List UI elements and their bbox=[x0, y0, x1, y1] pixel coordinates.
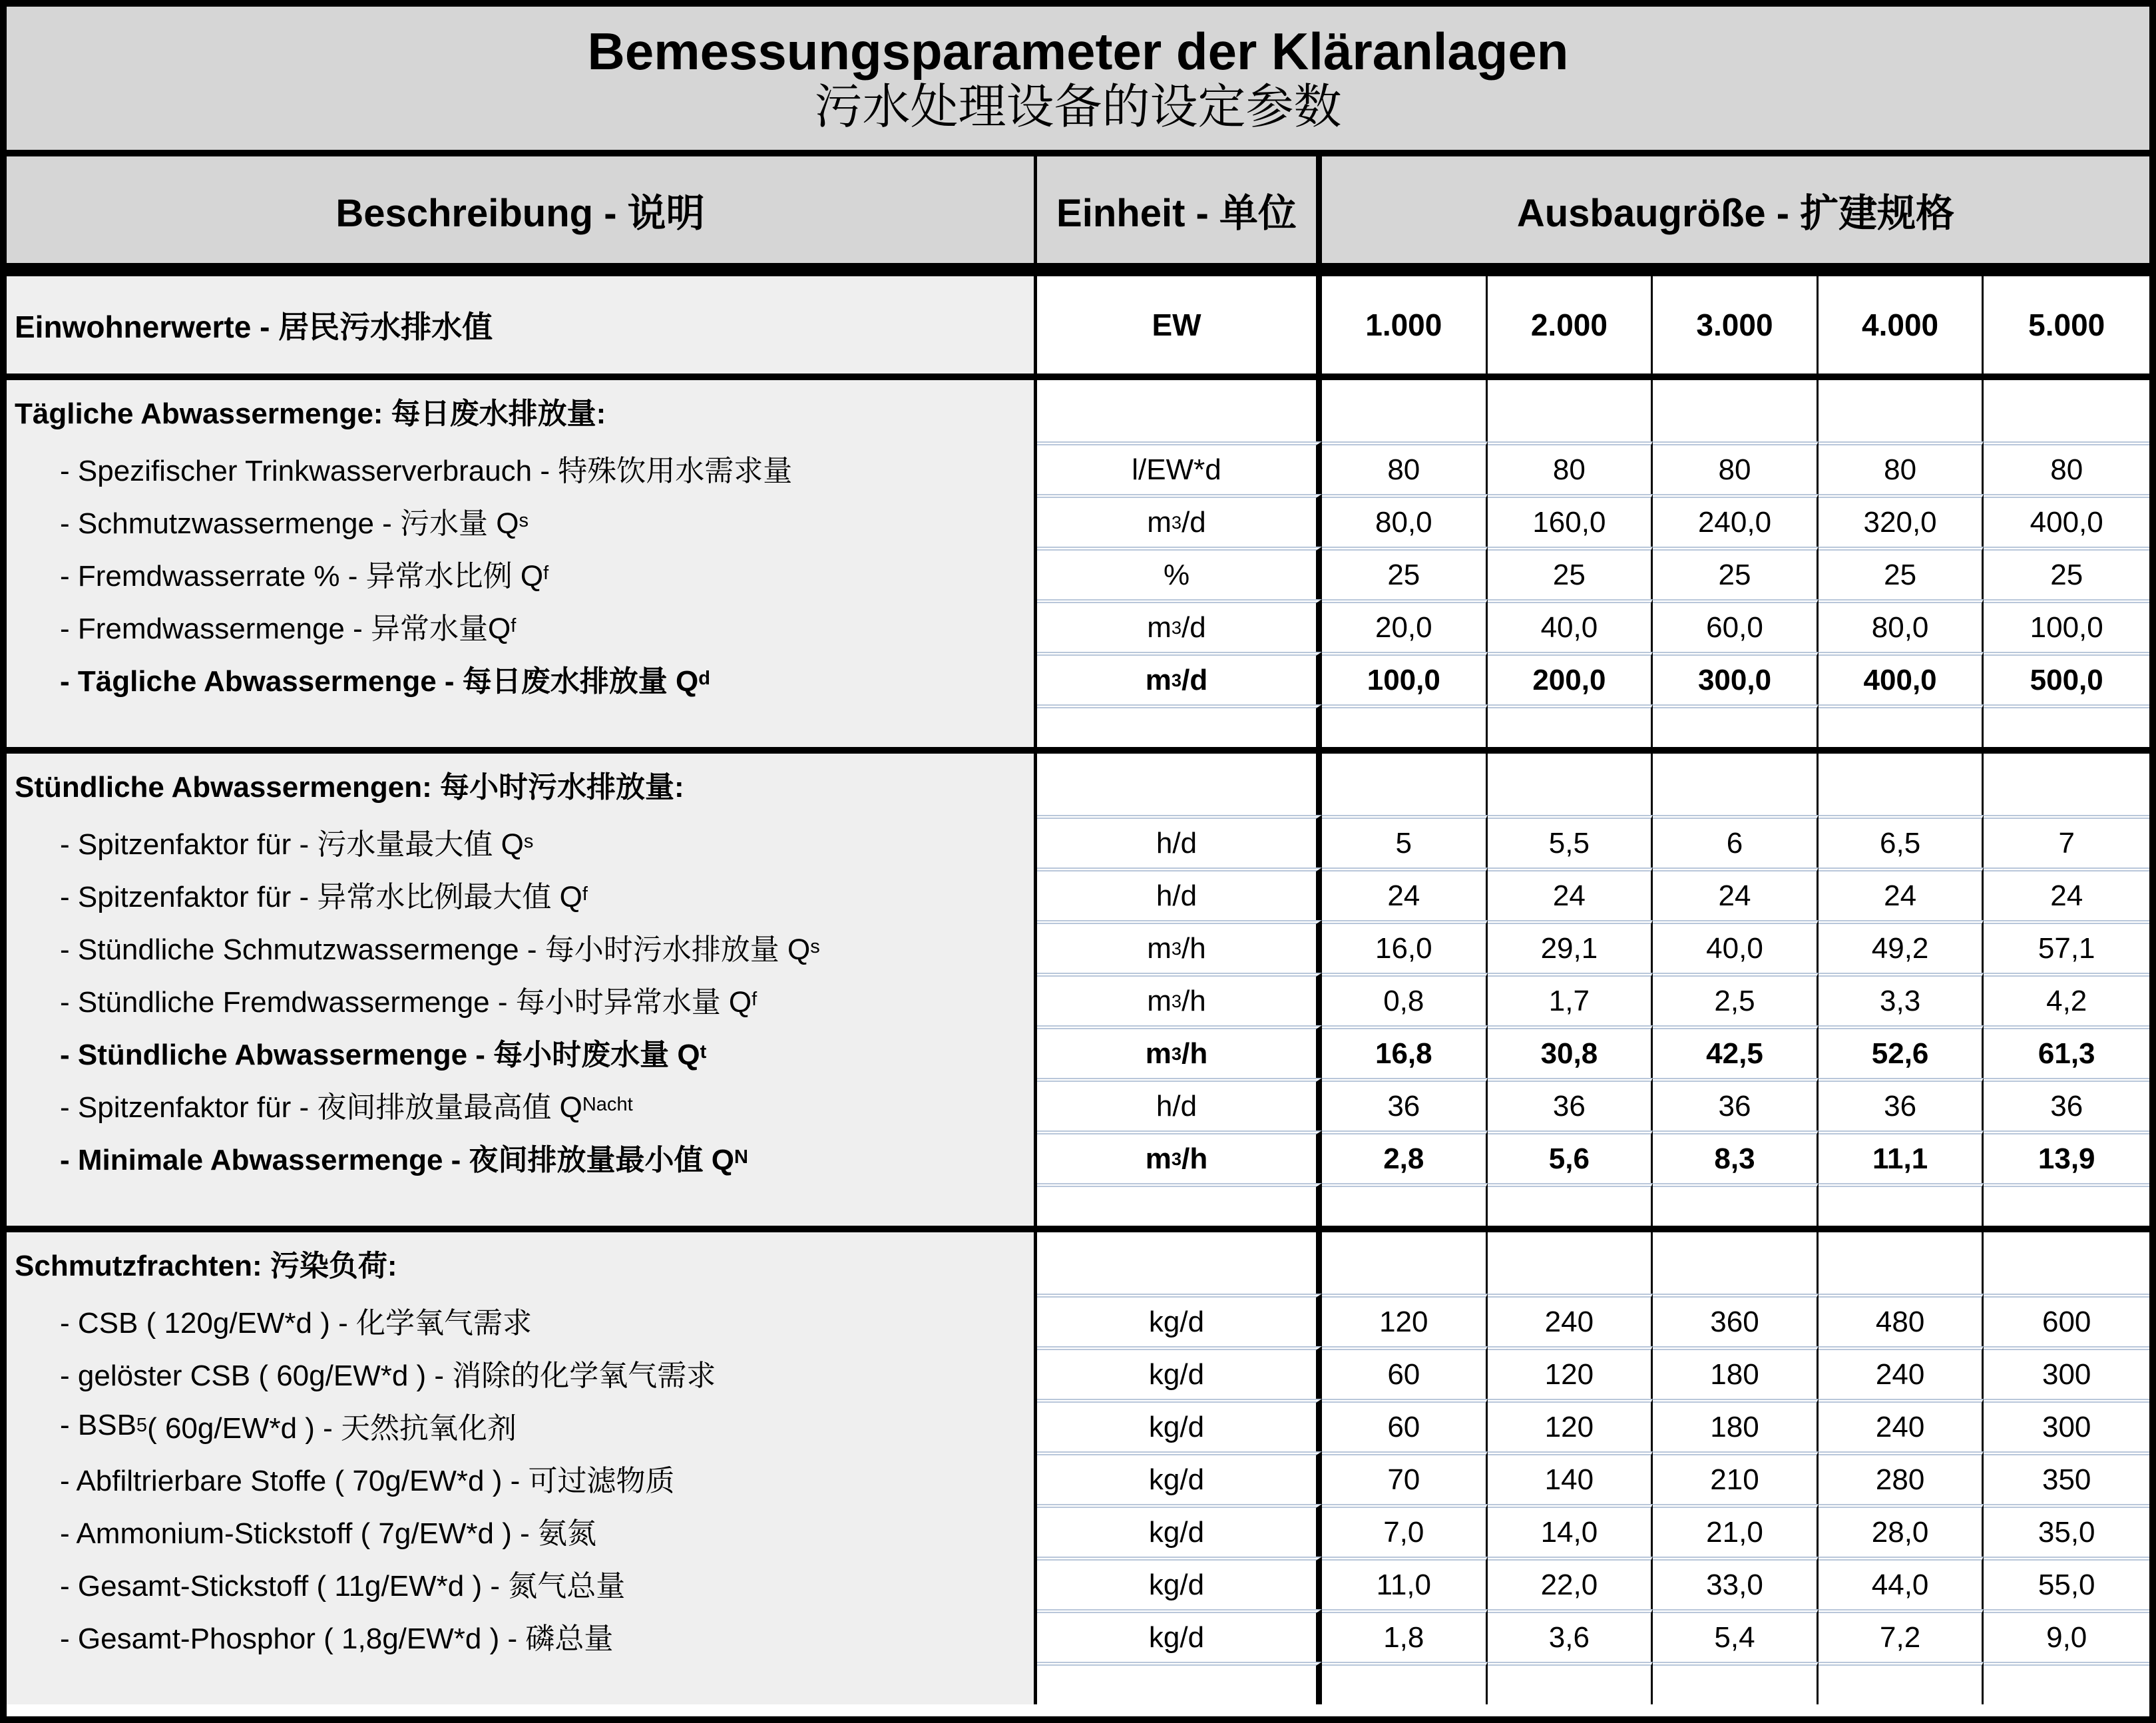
description-cell: - Tägliche Abwassermenge - 每日废水排放量 Q d bbox=[7, 652, 1037, 704]
value-cell: 36 bbox=[1819, 1078, 1984, 1130]
description-cell: - Gesamt-Phosphor ( 1,8g/EW*d ) - 磷总量 bbox=[7, 1609, 1037, 1662]
value-cell: 80 bbox=[1653, 441, 1819, 494]
value-cell bbox=[1488, 380, 1653, 441]
value-cell: 240 bbox=[1819, 1399, 1984, 1451]
unit-cell: kg/d bbox=[1037, 1504, 1322, 1557]
value-cell: 14,0 bbox=[1488, 1504, 1653, 1557]
value-cell: 120 bbox=[1322, 1294, 1488, 1346]
description-cell: - Stündliche Fremdwassermenge - 每小时异常水量 Q f bbox=[7, 973, 1037, 1025]
unit-cell: % bbox=[1037, 547, 1322, 599]
value-cell bbox=[1488, 754, 1653, 815]
value-cell bbox=[1819, 1183, 1984, 1226]
value-cell: 180 bbox=[1653, 1399, 1819, 1451]
value-cell: 500,0 bbox=[1984, 652, 2149, 704]
value-cell: 3.000 bbox=[1653, 276, 1819, 373]
value-cell: 300,0 bbox=[1653, 652, 1819, 704]
description-cell: - Minimale Abwassermenge - 夜间排放量最小值 Q N bbox=[7, 1130, 1037, 1183]
value-cell: 25 bbox=[1322, 547, 1488, 599]
value-cell: 22,0 bbox=[1488, 1557, 1653, 1609]
value-cell bbox=[1322, 1662, 1488, 1704]
value-cell: 60 bbox=[1322, 1399, 1488, 1451]
table-body bbox=[7, 270, 2149, 1716]
value-cell: 30,8 bbox=[1488, 1025, 1653, 1078]
value-cell bbox=[1488, 1662, 1653, 1704]
value-cell: 5,4 bbox=[1653, 1609, 1819, 1662]
table-title bbox=[7, 7, 2149, 156]
value-cell: 240,0 bbox=[1653, 494, 1819, 547]
unit-cell: m 3 /d bbox=[1037, 599, 1322, 652]
unit-cell: kg/d bbox=[1037, 1399, 1322, 1451]
value-cell: 20,0 bbox=[1322, 599, 1488, 652]
section-heading: Schmutzfrachten: 污染负荷: bbox=[7, 1232, 1037, 1294]
value-cell bbox=[1322, 1183, 1488, 1226]
value-cell: 16,8 bbox=[1322, 1025, 1488, 1078]
value-cell: 33,0 bbox=[1653, 1557, 1819, 1609]
population-row-block bbox=[7, 270, 2149, 373]
value-cell: 36 bbox=[1322, 1078, 1488, 1130]
value-cell: 70 bbox=[1322, 1451, 1488, 1504]
value-cell: 210 bbox=[1653, 1451, 1819, 1504]
value-cell: 44,0 bbox=[1819, 1557, 1984, 1609]
value-cell bbox=[1488, 704, 1653, 747]
value-cell: 480 bbox=[1819, 1294, 1984, 1346]
value-cell: 7 bbox=[1984, 815, 2149, 867]
value-cell: 240 bbox=[1488, 1294, 1653, 1346]
table-section bbox=[7, 1226, 2149, 1704]
description-cell: - Ammonium-Stickstoff ( 7g/EW*d ) - 氨氮 bbox=[7, 1504, 1037, 1557]
unit-cell: m 3 /h bbox=[1037, 920, 1322, 973]
unit-cell: kg/d bbox=[1037, 1451, 1322, 1504]
value-cell bbox=[1322, 1232, 1488, 1294]
description-cell: - Spitzenfaktor für - 异常水比例最大值 Q f bbox=[7, 867, 1037, 920]
value-cell bbox=[1488, 1232, 1653, 1294]
value-cell: 1.000 bbox=[1322, 276, 1488, 373]
section-heading: Stündliche Abwassermengen: 每小时污水排放量: bbox=[7, 754, 1037, 815]
value-cell: 35,0 bbox=[1984, 1504, 2149, 1557]
value-cell: 5,6 bbox=[1488, 1130, 1653, 1183]
unit-cell bbox=[1037, 1662, 1322, 1704]
value-cell: 120 bbox=[1488, 1399, 1653, 1451]
value-cell bbox=[1322, 380, 1488, 441]
value-cell: 8,3 bbox=[1653, 1130, 1819, 1183]
description-cell: - Spitzenfaktor für - 夜间排放量最高值 Q Nacht bbox=[7, 1078, 1037, 1130]
unit-cell: l/EW*d bbox=[1037, 441, 1322, 494]
value-cell: 100,0 bbox=[1984, 599, 2149, 652]
unit-cell: h/d bbox=[1037, 1078, 1322, 1130]
value-cell: 360 bbox=[1653, 1294, 1819, 1346]
unit-cell: EW bbox=[1037, 276, 1322, 373]
value-cell: 36 bbox=[1984, 1078, 2149, 1130]
value-cell: 320,0 bbox=[1819, 494, 1984, 547]
value-cell: 80,0 bbox=[1819, 599, 1984, 652]
value-cell: 600 bbox=[1984, 1294, 2149, 1346]
value-cell: 200,0 bbox=[1488, 652, 1653, 704]
value-cell: 24 bbox=[1653, 867, 1819, 920]
unit-cell: h/d bbox=[1037, 815, 1322, 867]
value-cell: 3,3 bbox=[1819, 973, 1984, 1025]
value-cell: 36 bbox=[1488, 1078, 1653, 1130]
value-cell bbox=[1322, 754, 1488, 815]
value-cell: 2.000 bbox=[1488, 276, 1653, 373]
value-cell: 25 bbox=[1984, 547, 2149, 599]
unit-cell bbox=[1037, 380, 1322, 441]
value-cell bbox=[1984, 1232, 2149, 1294]
description-cell bbox=[7, 1183, 1037, 1226]
value-cell: 5 bbox=[1322, 815, 1488, 867]
unit-cell: m 3 /h bbox=[1037, 1025, 1322, 1078]
value-cell: 2,8 bbox=[1322, 1130, 1488, 1183]
description-cell bbox=[7, 1662, 1037, 1704]
unit-cell bbox=[1037, 704, 1322, 747]
value-cell: 160,0 bbox=[1488, 494, 1653, 547]
value-cell: 180 bbox=[1653, 1346, 1819, 1399]
value-cell: 0,8 bbox=[1322, 973, 1488, 1025]
value-cell: 24 bbox=[1488, 867, 1653, 920]
value-cell: 280 bbox=[1819, 1451, 1984, 1504]
value-cell: 1,8 bbox=[1322, 1609, 1488, 1662]
value-cell: 29,1 bbox=[1488, 920, 1653, 973]
value-cell: 57,1 bbox=[1984, 920, 2149, 973]
value-cell bbox=[1653, 754, 1819, 815]
value-cell: 60 bbox=[1322, 1346, 1488, 1399]
value-cell: 13,9 bbox=[1984, 1130, 2149, 1183]
value-cell bbox=[1819, 754, 1984, 815]
value-cell bbox=[1984, 1183, 2149, 1226]
description-cell: - Abfiltrierbare Stoffe ( 70g/EW*d ) - 可过滤物质 bbox=[7, 1451, 1037, 1504]
description-cell: - Fremdwassermenge - 异常水量Q f bbox=[7, 599, 1037, 652]
value-cell bbox=[1984, 704, 2149, 747]
description-cell: - Fremdwasserrate % - 异常水比例 Q f bbox=[7, 547, 1037, 599]
value-cell: 400,0 bbox=[1819, 652, 1984, 704]
description-cell: - gelöster CSB ( 60g/EW*d ) - 消除的化学氧气需求 bbox=[7, 1346, 1037, 1399]
value-cell bbox=[1819, 704, 1984, 747]
unit-cell: m 3 /h bbox=[1037, 973, 1322, 1025]
value-cell: 240 bbox=[1819, 1346, 1984, 1399]
value-cell: 350 bbox=[1984, 1451, 2149, 1504]
value-cell bbox=[1984, 754, 2149, 815]
value-cell: 40,0 bbox=[1653, 920, 1819, 973]
value-cell: 100,0 bbox=[1322, 652, 1488, 704]
value-cell: 11,1 bbox=[1819, 1130, 1984, 1183]
value-cell: 24 bbox=[1322, 867, 1488, 920]
title-german: Bemessungsparameter der Kläranlagen bbox=[587, 21, 1569, 81]
header-description: Beschreibung - 说明 bbox=[7, 156, 1037, 263]
value-cell: 55,0 bbox=[1984, 1557, 2149, 1609]
value-cell bbox=[1653, 704, 1819, 747]
unit-cell bbox=[1037, 1232, 1322, 1294]
header-capacity: Ausbaugröße - 扩建规格 bbox=[1322, 156, 2149, 263]
value-cell: 4.000 bbox=[1819, 276, 1984, 373]
value-cell: 80 bbox=[1488, 441, 1653, 494]
unit-cell bbox=[1037, 1183, 1322, 1226]
value-cell: 7,2 bbox=[1819, 1609, 1984, 1662]
value-cell: 21,0 bbox=[1653, 1504, 1819, 1557]
value-cell: 300 bbox=[1984, 1346, 2149, 1399]
value-cell: 2,5 bbox=[1653, 973, 1819, 1025]
value-cell bbox=[1819, 1662, 1984, 1704]
unit-cell: h/d bbox=[1037, 867, 1322, 920]
value-cell: 49,2 bbox=[1819, 920, 1984, 973]
value-cell: 6 bbox=[1653, 815, 1819, 867]
value-cell bbox=[1984, 1662, 2149, 1704]
value-cell: 3,6 bbox=[1488, 1609, 1653, 1662]
value-cell: 11,0 bbox=[1322, 1557, 1488, 1609]
description-cell bbox=[7, 704, 1037, 747]
value-cell: 52,6 bbox=[1819, 1025, 1984, 1078]
value-cell bbox=[1653, 1232, 1819, 1294]
description-cell: - Spitzenfaktor für - 污水量最大值 Q s bbox=[7, 815, 1037, 867]
description-cell: - Schmutzwassermenge - 污水量 Q s bbox=[7, 494, 1037, 547]
value-cell: 61,3 bbox=[1984, 1025, 2149, 1078]
value-cell: 140 bbox=[1488, 1451, 1653, 1504]
value-cell bbox=[1984, 380, 2149, 441]
table-section bbox=[7, 747, 2149, 1226]
description-cell: - Gesamt-Stickstoff ( 11g/EW*d ) - 氮气总量 bbox=[7, 1557, 1037, 1609]
value-cell: 36 bbox=[1653, 1078, 1819, 1130]
unit-cell: kg/d bbox=[1037, 1557, 1322, 1609]
unit-cell: kg/d bbox=[1037, 1294, 1322, 1346]
value-cell: 16,0 bbox=[1322, 920, 1488, 973]
value-cell: 80 bbox=[1819, 441, 1984, 494]
value-cell: 25 bbox=[1653, 547, 1819, 599]
value-cell: 28,0 bbox=[1819, 1504, 1984, 1557]
unit-cell bbox=[1037, 754, 1322, 815]
description-cell: - Stündliche Schmutzwassermenge - 每小时污水排放量 Q s bbox=[7, 920, 1037, 973]
value-cell bbox=[1819, 1232, 1984, 1294]
value-cell: 40,0 bbox=[1488, 599, 1653, 652]
value-cell bbox=[1653, 1662, 1819, 1704]
table-section bbox=[7, 373, 2149, 747]
description-cell: - Spezifischer Trinkwasserverbrauch - 特殊饮用水需求量 bbox=[7, 441, 1037, 494]
value-cell: 6,5 bbox=[1819, 815, 1984, 867]
value-cell bbox=[1488, 1183, 1653, 1226]
description-cell: - BSB 5 ( 60g/EW*d ) - 天然抗氧化剂 bbox=[7, 1399, 1037, 1451]
value-cell: 120 bbox=[1488, 1346, 1653, 1399]
value-cell: 24 bbox=[1984, 867, 2149, 920]
value-cell: 5,5 bbox=[1488, 815, 1653, 867]
value-cell: 80 bbox=[1984, 441, 2149, 494]
unit-cell: kg/d bbox=[1037, 1346, 1322, 1399]
value-cell: 42,5 bbox=[1653, 1025, 1819, 1078]
header-unit: Einheit - 单位 bbox=[1037, 156, 1322, 263]
value-cell: 300 bbox=[1984, 1399, 2149, 1451]
unit-cell: m 3 /h bbox=[1037, 1130, 1322, 1183]
value-cell: 4,2 bbox=[1984, 973, 2149, 1025]
description-cell: - CSB ( 120g/EW*d ) - 化学氧气需求 bbox=[7, 1294, 1037, 1346]
value-cell: 80,0 bbox=[1322, 494, 1488, 547]
value-cell: 9,0 bbox=[1984, 1609, 2149, 1662]
column-header-row bbox=[7, 156, 2149, 270]
unit-cell: m 3 /d bbox=[1037, 494, 1322, 547]
value-cell bbox=[1653, 380, 1819, 441]
unit-cell: m 3 /d bbox=[1037, 652, 1322, 704]
value-cell bbox=[1653, 1183, 1819, 1226]
value-cell: 24 bbox=[1819, 867, 1984, 920]
description-cell: Einwohnerwerte - 居民污水排水值 bbox=[7, 276, 1037, 373]
section-heading: Tägliche Abwassermenge: 每日废水排放量: bbox=[7, 380, 1037, 441]
value-cell: 400,0 bbox=[1984, 494, 2149, 547]
value-cell: 80 bbox=[1322, 441, 1488, 494]
value-cell: 60,0 bbox=[1653, 599, 1819, 652]
description-cell: - Stündliche Abwassermenge - 每小时废水量 Q t bbox=[7, 1025, 1037, 1078]
value-cell: 5.000 bbox=[1984, 276, 2149, 373]
title-chinese: 污水处理设备的设定参数 bbox=[814, 80, 1342, 134]
value-cell bbox=[1819, 380, 1984, 441]
unit-cell: kg/d bbox=[1037, 1609, 1322, 1662]
value-cell: 1,7 bbox=[1488, 973, 1653, 1025]
value-cell: 25 bbox=[1819, 547, 1984, 599]
value-cell bbox=[1322, 704, 1488, 747]
value-cell: 7,0 bbox=[1322, 1504, 1488, 1557]
value-cell: 25 bbox=[1488, 547, 1653, 599]
